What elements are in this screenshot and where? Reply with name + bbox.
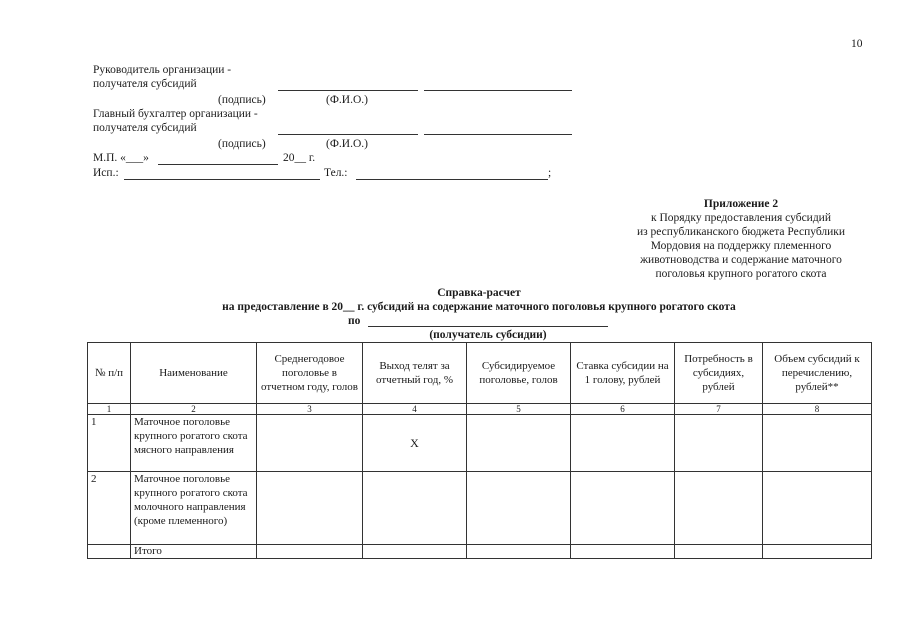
- phone-semicolon: ;: [548, 167, 552, 179]
- table-cell: [257, 415, 363, 472]
- column-header: Среднегодовое поголовье в отчетном году, голов: [257, 343, 363, 404]
- executor-line: [124, 179, 320, 180]
- form-title: Справка-расчет: [437, 287, 521, 299]
- table-cell: [467, 472, 571, 545]
- total-row: [88, 545, 872, 559]
- column-number: 8: [763, 404, 872, 415]
- table-cell: [675, 415, 763, 472]
- column-header: Субсидируемое поголовье, голов: [467, 343, 571, 404]
- not-applicable-mark: Х: [363, 415, 467, 472]
- column-number-row: [88, 404, 872, 415]
- column-header: Потребность в субсидиях, рублей: [675, 343, 763, 404]
- table-cell: [467, 545, 571, 559]
- table-cell: [467, 415, 571, 472]
- head-signature-line: [278, 90, 418, 91]
- column-header: № п/п: [88, 343, 131, 404]
- table-cell: [675, 545, 763, 559]
- table-cell: [363, 545, 467, 559]
- head-label-line2: получателя субсидий: [93, 78, 197, 90]
- column-number: 7: [675, 404, 763, 415]
- accountant-label-line2: получателя субсидий: [93, 122, 197, 134]
- table-cell: [88, 545, 131, 559]
- column-header: Наименование: [131, 343, 257, 404]
- table-header-row: [88, 343, 872, 404]
- appendix-line: поголовья крупного рогатого скота: [655, 268, 827, 280]
- accountant-name-caption: (Ф.И.О.): [326, 138, 368, 150]
- table-cell: [257, 545, 363, 559]
- total-label: Итого: [131, 545, 257, 559]
- recipient-prefix: по: [348, 315, 361, 327]
- row-name: Маточное поголовье крупного рогатого скота мясного направления: [131, 415, 257, 472]
- table-cell: [763, 545, 872, 559]
- column-number: 6: [571, 404, 675, 415]
- accountant-sign-caption: (подпись): [218, 138, 266, 150]
- row-number: 2: [88, 472, 131, 545]
- table-cell: [675, 472, 763, 545]
- column-header: Ставка субсидии на 1 голову, рублей: [571, 343, 675, 404]
- row-name: Маточное поголовье крупного рогатого скота молочного направления (кроме племенного): [131, 472, 257, 545]
- table-cell: [763, 415, 872, 472]
- phone-label: Тел.:: [324, 167, 348, 179]
- column-number: 2: [131, 404, 257, 415]
- table-row: [88, 415, 872, 472]
- stamp-date-label: М.П. «___»: [93, 152, 149, 164]
- table-row: [88, 472, 872, 545]
- appendix-line: животноводства и содержание маточного: [640, 254, 842, 266]
- table-cell: [571, 545, 675, 559]
- recipient-line: [368, 326, 608, 327]
- appendix-line: к Порядку предоставления субсидий: [651, 212, 831, 224]
- table-cell: [363, 472, 467, 545]
- column-number: 4: [363, 404, 467, 415]
- head-name-line: [424, 90, 572, 91]
- column-number: 5: [467, 404, 571, 415]
- column-header: Объем субсидий к перечислению, рублей**: [763, 343, 872, 404]
- subsidy-table: [87, 342, 872, 559]
- appendix-line: из республиканского бюджета Республики: [636, 226, 846, 238]
- form-subtitle: на предоставление в 20__ г. субсидий на содержание маточного поголовья крупного рогатого скота: [222, 301, 736, 313]
- appendix-line: Мордовия на поддержку племенного: [650, 240, 832, 252]
- stamp-year-label: 20__ г.: [283, 152, 316, 164]
- row-number: 1: [88, 415, 131, 472]
- accountant-label-line1: Главный бухгалтер организации -: [93, 108, 258, 120]
- phone-line: [356, 179, 548, 180]
- table-cell: [257, 472, 363, 545]
- accountant-signature-line: [278, 134, 418, 135]
- head-name-caption: (Ф.И.О.): [326, 94, 368, 106]
- table-cell: [571, 415, 675, 472]
- executor-label: Исп.:: [93, 167, 119, 179]
- stamp-date-line: [158, 164, 278, 165]
- head-label-line1: Руководитель организации -: [93, 64, 232, 76]
- head-sign-caption: (подпись): [218, 94, 266, 106]
- recipient-caption: (получатель субсидии): [429, 329, 547, 341]
- table-cell: [763, 472, 872, 545]
- page-number: 10: [851, 38, 863, 50]
- accountant-name-line: [424, 134, 572, 135]
- column-number: 1: [88, 404, 131, 415]
- column-number: 3: [257, 404, 363, 415]
- column-header: Выход телят за отчетный год, %: [363, 343, 467, 404]
- appendix-title: Приложение 2: [703, 198, 779, 210]
- table-cell: [571, 472, 675, 545]
